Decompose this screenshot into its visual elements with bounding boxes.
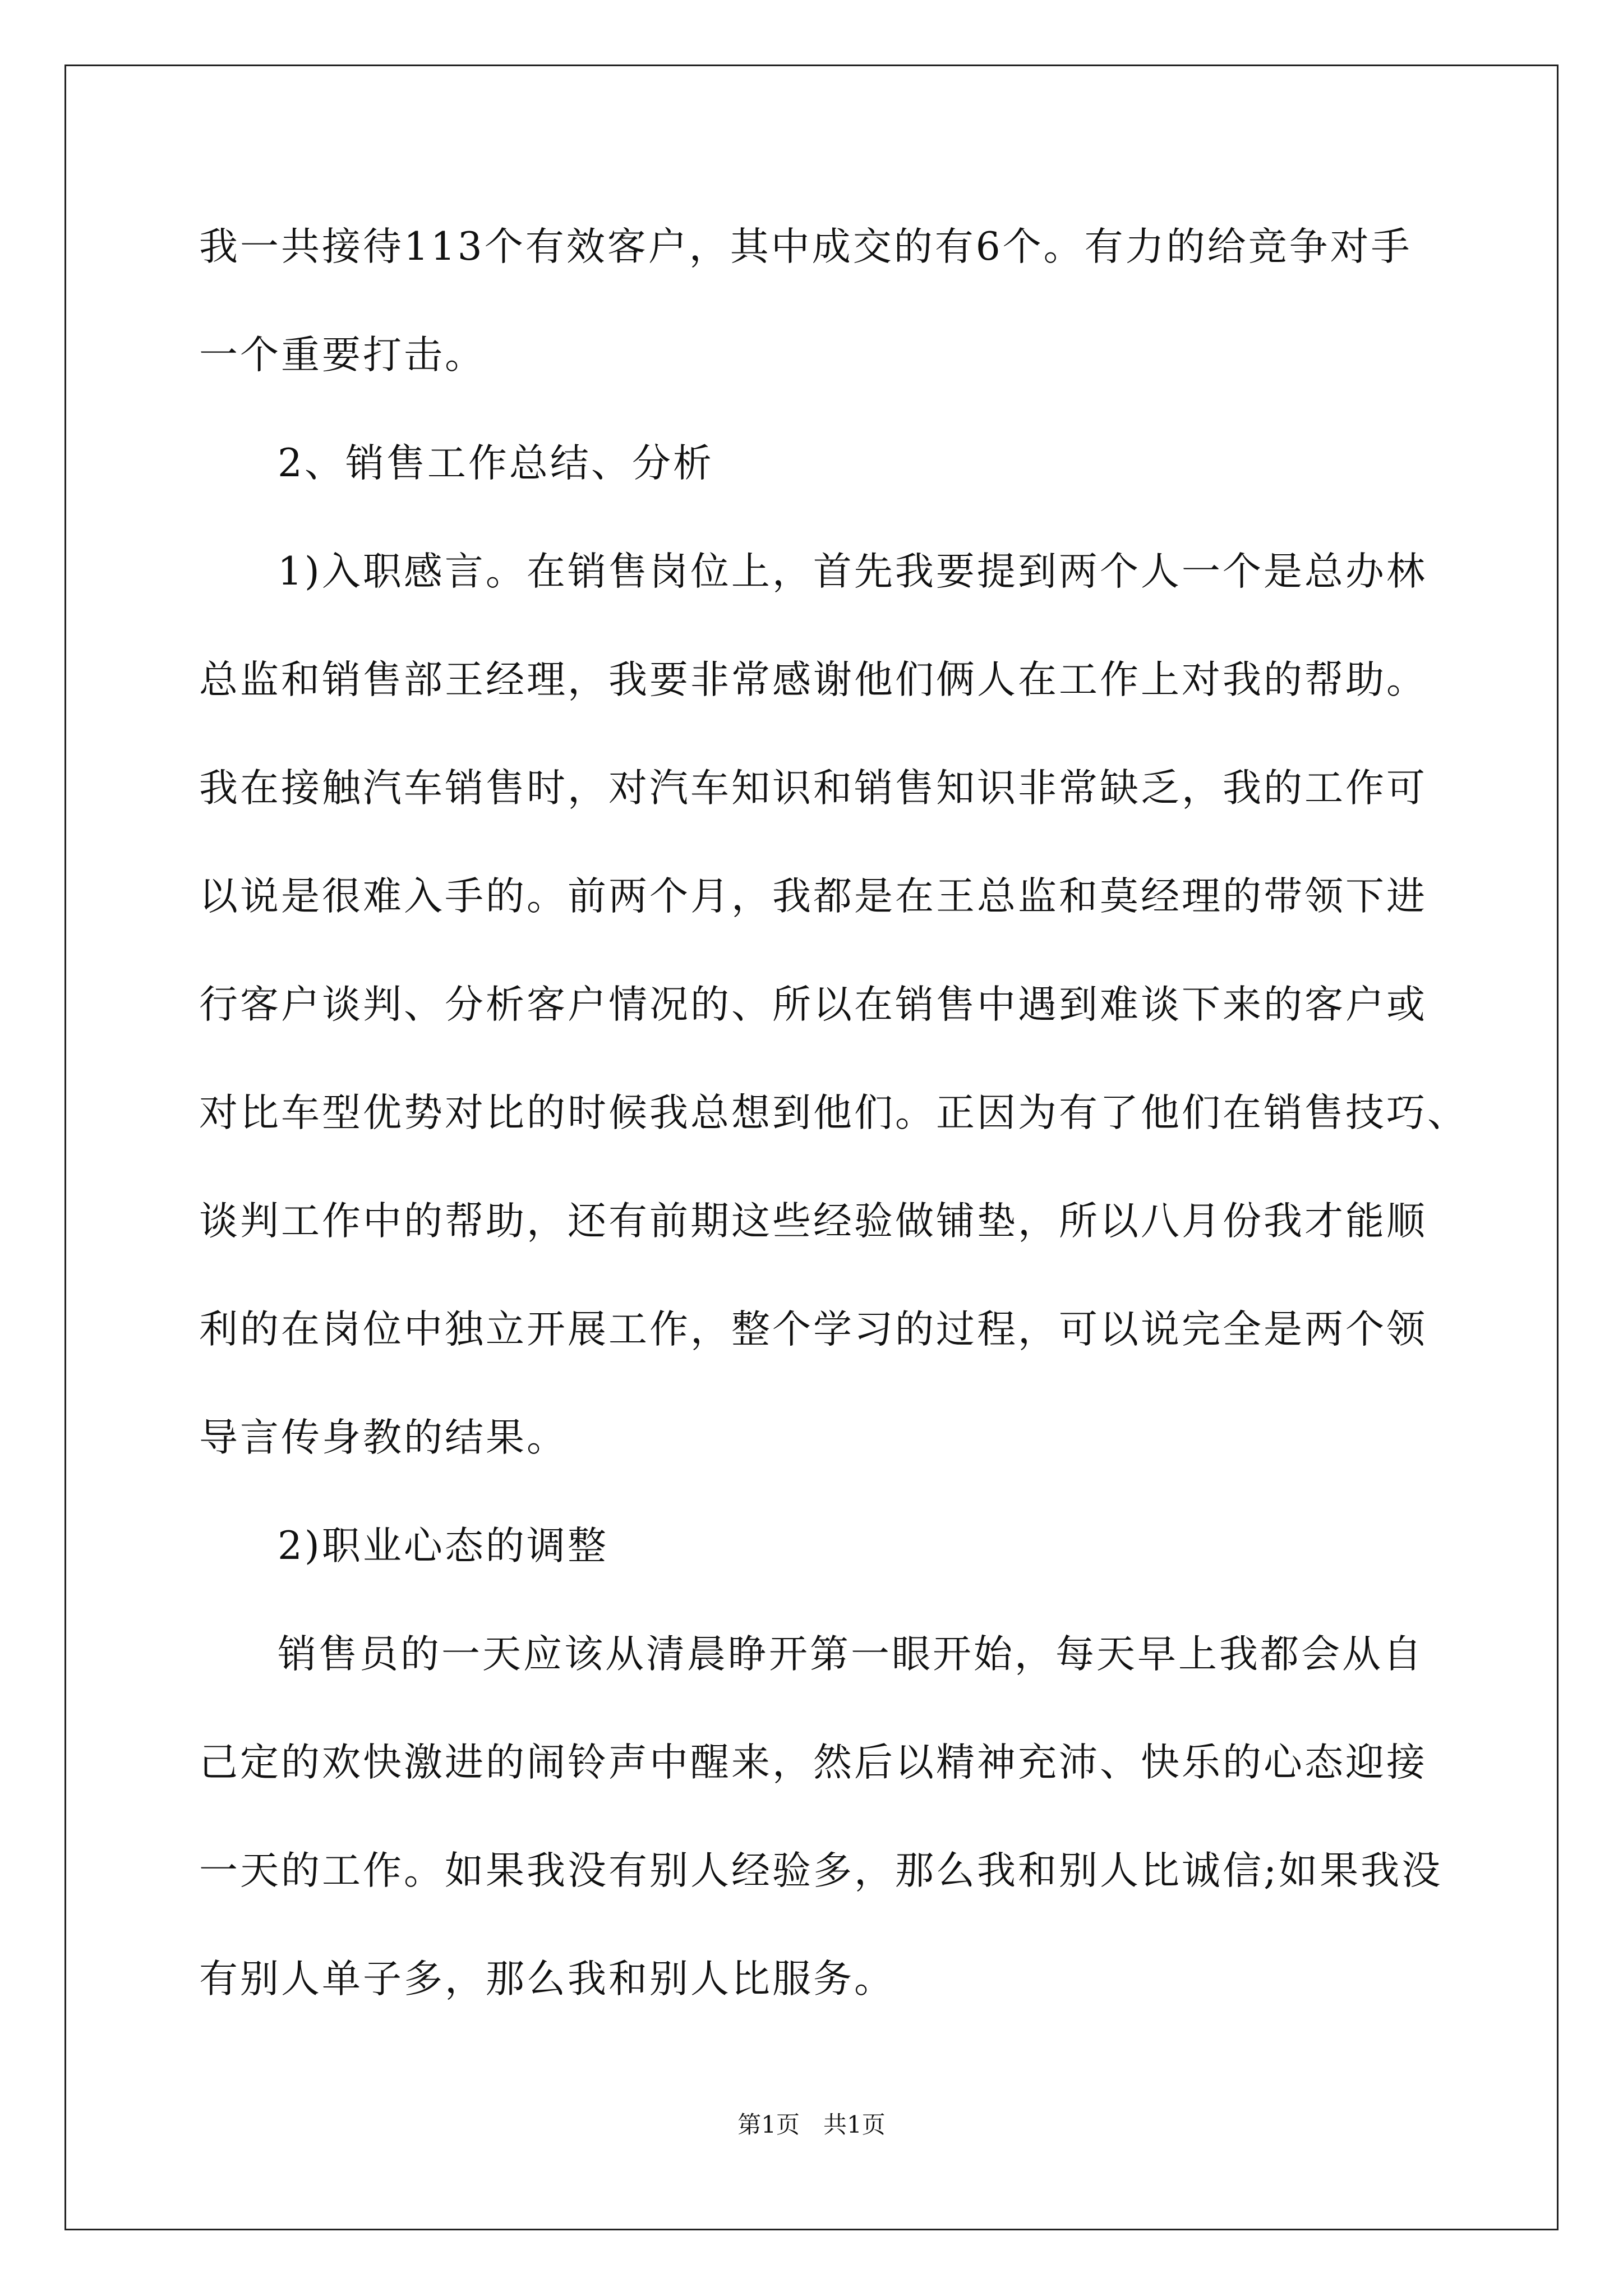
- document-body: [199, 213, 1468, 2054]
- text-line: 利的在岗位中独立开展工作，整个学习的过程，可以说完全是两个领: [199, 1307, 1427, 1352]
- text-line: 一天的工作。如果我没有别人经验多，那么我和别人比诚信;如果我没: [199, 1848, 1443, 1893]
- text-line: 行客户谈判、分析客户情况的、所以在销售中遇到难谈下来的客户或: [199, 982, 1427, 1027]
- text-line: 1)入职感言。在销售岗位上，首先我要提到两个人一个是总办林: [278, 549, 1427, 594]
- page-number: 第1页 共1页: [737, 2111, 886, 2138]
- page-footer: [0, 2106, 1623, 2140]
- section-heading: 2)职业心态的调整: [278, 1524, 608, 1568]
- text-line: 我一共接待113个有效客户，其中成交的有6个。有力的给竞争对手: [199, 224, 1412, 269]
- text-line: 谈判工作中的帮助，还有前期这些经验做铺垫，所以八月份我才能顺: [199, 1199, 1427, 1244]
- text-line: 总监和销售部王经理，我要非常感谢他们俩人在工作上对我的帮助。: [199, 657, 1427, 702]
- text-line: 有别人单子多，那么我和别人比服务。: [199, 1957, 895, 2001]
- text-line: 己定的欢快激进的闹铃声中醒来，然后以精神充沛、快乐的心态迎接: [199, 1740, 1427, 1785]
- text-line: 一个重要打击。: [199, 333, 486, 378]
- text-line: 销售员的一天应该从清晨睁开第一眼开始，每天早上我都会从自: [278, 1632, 1424, 1677]
- text-line: 以说是很难入手的。前两个月，我都是在王总监和莫经理的带领下进: [199, 874, 1427, 919]
- text-line: 导言传身教的结果。: [199, 1415, 568, 1460]
- section-heading: 2、销售工作总结、分析: [278, 441, 714, 486]
- text-line: 对比车型优势对比的时候我总想到他们。正因为有了他们在销售技巧、: [199, 1091, 1468, 1135]
- text-line: 我在接触汽车销售时，对汽车知识和销售知识非常缺乏，我的工作可: [199, 766, 1427, 811]
